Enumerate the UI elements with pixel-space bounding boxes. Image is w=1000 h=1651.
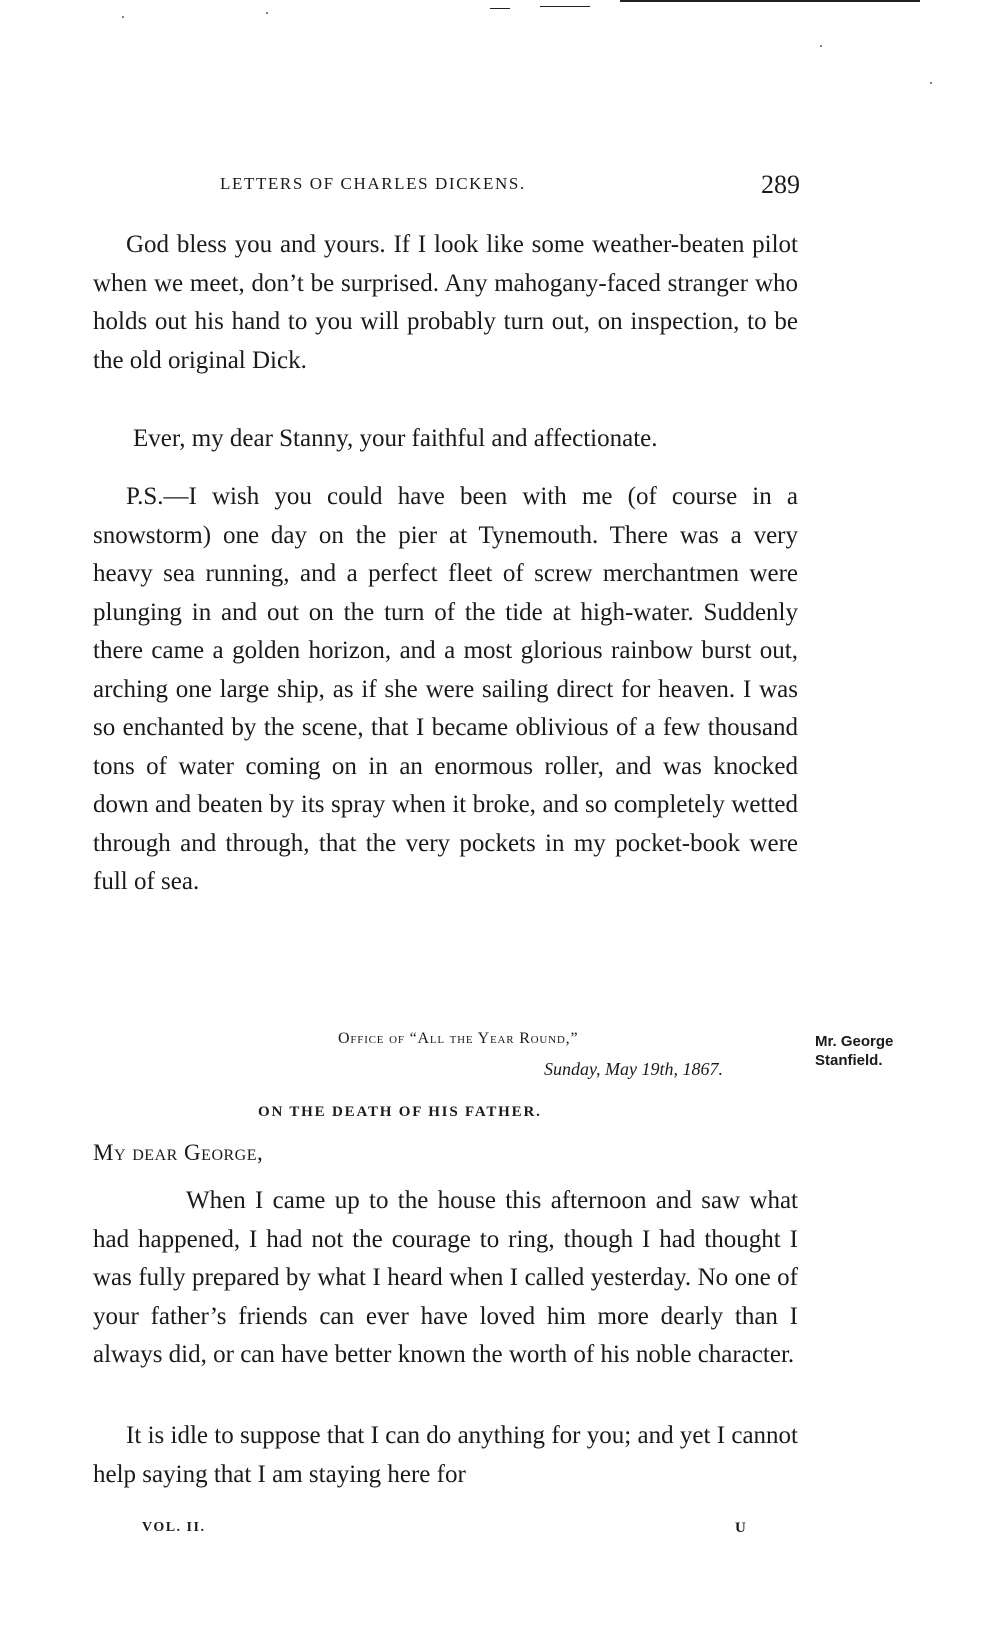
recipient-margin-note xyxy=(815,1032,925,1070)
recipient-note-line: Stanfield. xyxy=(815,1052,883,1069)
letter-signoff: Ever, my dear Stanny, your faithful and affectionate. xyxy=(133,425,658,452)
scan-speck xyxy=(122,16,124,18)
page-number: 289 xyxy=(761,170,800,199)
letter-salutation: My dear George, xyxy=(93,1140,264,1165)
signature-mark: U xyxy=(735,1520,746,1536)
letter-address: Office of “All the Year Round,” xyxy=(338,1030,579,1047)
page-header xyxy=(220,170,800,204)
body-paragraph: God bless you and yours. If I look like some weather-beaten pilot when we meet, don’t be surprised. Any mahogany-faced stranger who holds out his hand to you will probably turn out, on inspection, to be the old original Dick. xyxy=(93,231,798,374)
scan-speck xyxy=(820,45,822,47)
scan-speck xyxy=(266,12,268,14)
scan-speck xyxy=(930,82,932,84)
scan-edge-mark xyxy=(490,8,510,9)
running-title: LETTERS OF CHARLES DICKENS. xyxy=(220,174,526,193)
letter-paragraph: When I came up to the house this afternoon and saw what had happened, I had not the courage to ring, though I had thought I was fully prepared by what I heard when I called yesterday. No one of your father’s friends can ever have loved him more dearly than I always did, or can have better known the worth of his noble character. xyxy=(93,1187,798,1368)
recipient-note-line: Mr. George xyxy=(815,1033,894,1050)
letter-subheading: ON THE DEATH OF HIS FATHER. xyxy=(258,1104,542,1120)
letter-heading xyxy=(0,1030,1000,1090)
letter-date: Sunday, May 19th, 1867. xyxy=(544,1059,723,1079)
letter-paragraph: It is idle to suppose that I can do anything for you; and yet I cannot help saying that I am staying here for xyxy=(93,1422,798,1488)
scan-edge-mark xyxy=(620,0,920,2)
scan-edge-mark xyxy=(540,6,590,7)
page-footer xyxy=(0,1520,1000,1544)
volume-mark: VOL. II. xyxy=(142,1520,206,1535)
postscript-paragraph: P.S.—I wish you could have been with me (of course in a snowstorm) one day on the pier at Tynemouth. There was a very heavy sea running, and a perfect fleet of screw merchantmen were plunging in and out on the turn of the tide at high-water. Suddenly there came a golden horizon, and a most glorious rainbow burst out, arching one large ship, as if she were sailing direct for heaven. I was so enchanted by the scene, that I became oblivious of a few thousand tons of water coming on in an enormous roller, and was knocked down and beaten by its spray when it broke, and so completely wetted through and through, that the very pockets in my pocket-book were full of sea. xyxy=(93,483,798,895)
